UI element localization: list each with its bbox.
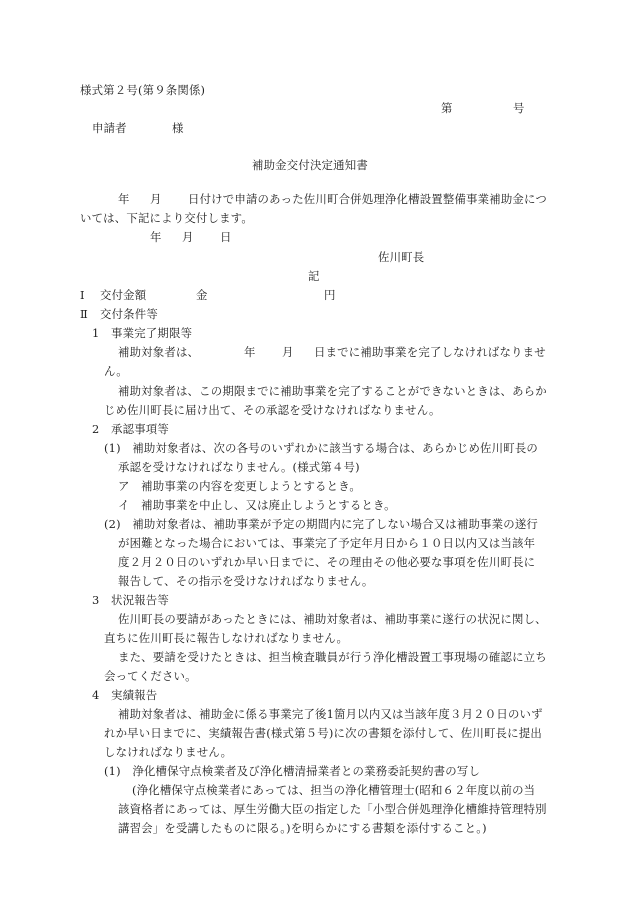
clause-1-p1-month: 月 — [282, 345, 294, 359]
document-number-go: 号 — [513, 101, 525, 115]
clause-3-p1-b: 直ちに佐川町長に報告しなければなりません。 — [104, 631, 349, 645]
clause-3-p1-a: 佐川町長の要請があったときには、補助対象者は、補助事業に遂行の状況に関し、 — [118, 612, 547, 626]
clause-1-title: 1 事業完了期限等 — [92, 326, 193, 340]
document-title: 補助金交付決定通知書 — [252, 158, 368, 172]
section-2-number: Ⅱ — [80, 307, 88, 321]
form-number: 様式第２号(第９条関係) — [80, 83, 206, 97]
clause-2-2-a: (2) 補助対象者は、補助事業が予定の期間内に完了しない場合又は補助事業の遂行 — [104, 517, 538, 531]
section-1-yen: 円 — [324, 288, 336, 302]
clause-3-title: 3 状況報告等 — [92, 593, 169, 607]
clause-4-1-note-b: 該資格者にあっては、厚生労働大臣の指定した「小型合併処理浄化槽維持管理特別 — [118, 802, 547, 816]
ki-mark: 記 — [308, 269, 320, 283]
date-month: 月 — [182, 230, 194, 244]
section-1-kin: 金 — [196, 288, 208, 302]
clause-2-2-c: 度２月２０日のいずれか早い日までに、その理由その他必要な事項を佐川町長に — [118, 555, 536, 569]
clause-2-1-item-i: イ 補助事業を中止し、又は廃止しようとするとき。 — [118, 498, 396, 512]
document-number-dai: 第 — [441, 101, 453, 115]
applicant-sama: 様 — [172, 121, 184, 135]
intro-text-line1: 日付けで申請のあった佐川町合併処理浄化槽設置整備事業補助金につ — [188, 192, 547, 206]
clause-2-1-item-a: ア 補助事業の内容を変更しようとするとき。 — [118, 479, 361, 493]
date-day: 日 — [220, 230, 232, 244]
clause-1-p1-c: ん。 — [104, 364, 128, 378]
clause-3-p2-b: 会ってください。 — [104, 669, 197, 683]
clause-1-p1-a: 補助対象者は、 — [118, 345, 200, 359]
clause-4-1-note-a: (浄化槽保守点検業者にあっては、担当の浄化槽管理士(昭和６２年度以前の当 — [132, 783, 536, 797]
intro-year: 年 — [118, 192, 130, 206]
section-1-label: 交付金額 — [100, 288, 147, 302]
clause-2-1-b: 承認を受けなければなりません。(様式第４号) — [118, 460, 360, 474]
clause-4-p1-b: れか早い日までに、実績報告書(様式第５号)に次の書類を添付して、佐川町長に提出 — [104, 726, 542, 740]
intro-text-line2: いては、下記により交付します。 — [80, 211, 253, 225]
clause-4-p1-c: しなければなりません。 — [104, 745, 233, 759]
applicant-label: 申請者 — [92, 121, 127, 135]
clause-1-p1-year: 年 — [244, 345, 256, 359]
clause-3-p2-a: また、要請を受けたときは、担当検査職員が行う浄化槽設置工事現場の確認に立ち — [118, 650, 547, 664]
clause-2-1-a: (1) 補助対象者は、次の各号のいずれかに該当する場合は、あらかじめ佐川町長の — [104, 441, 538, 455]
intro-month: 月 — [150, 192, 162, 206]
clause-4-title: 4 実績報告 — [92, 688, 158, 702]
clause-1-p2-b: じめ佐川町長に届け出て、その承認を受けなければなりません。 — [104, 403, 441, 417]
clause-2-title: 2 承認事項等 — [92, 422, 169, 436]
section-2-label: 交付条件等 — [100, 307, 158, 321]
clause-1-p1-b: 日までに補助事業を完了しなければなりませ — [314, 345, 546, 359]
issuer: 佐川町長 — [378, 250, 425, 264]
section-1-number: Ⅰ — [80, 288, 85, 302]
clause-2-2-b: が困難となった場合においては、事業完了予定年月日から１０日以内又は当該年 — [118, 536, 536, 550]
clause-4-1: (1) 浄化槽保守点検業者及び浄化槽清掃業者との業務委託契約書の写し — [104, 764, 481, 778]
clause-4-p1-a: 補助対象者は、補助金に係る事業完了後1箇月以内又は当該年度３月２０日のいず — [118, 707, 543, 721]
clause-4-1-note-c: 講習会」を受講したものに限る。)を明らかにする書類を添付すること。) — [118, 821, 487, 835]
clause-2-2-d: 報告して、その指示を受けなければなりません。 — [118, 574, 374, 588]
date-year: 年 — [150, 230, 162, 244]
clause-1-p2-a: 補助対象者は、この期限までに補助事業を完了することができないときは、あらか — [118, 384, 547, 398]
